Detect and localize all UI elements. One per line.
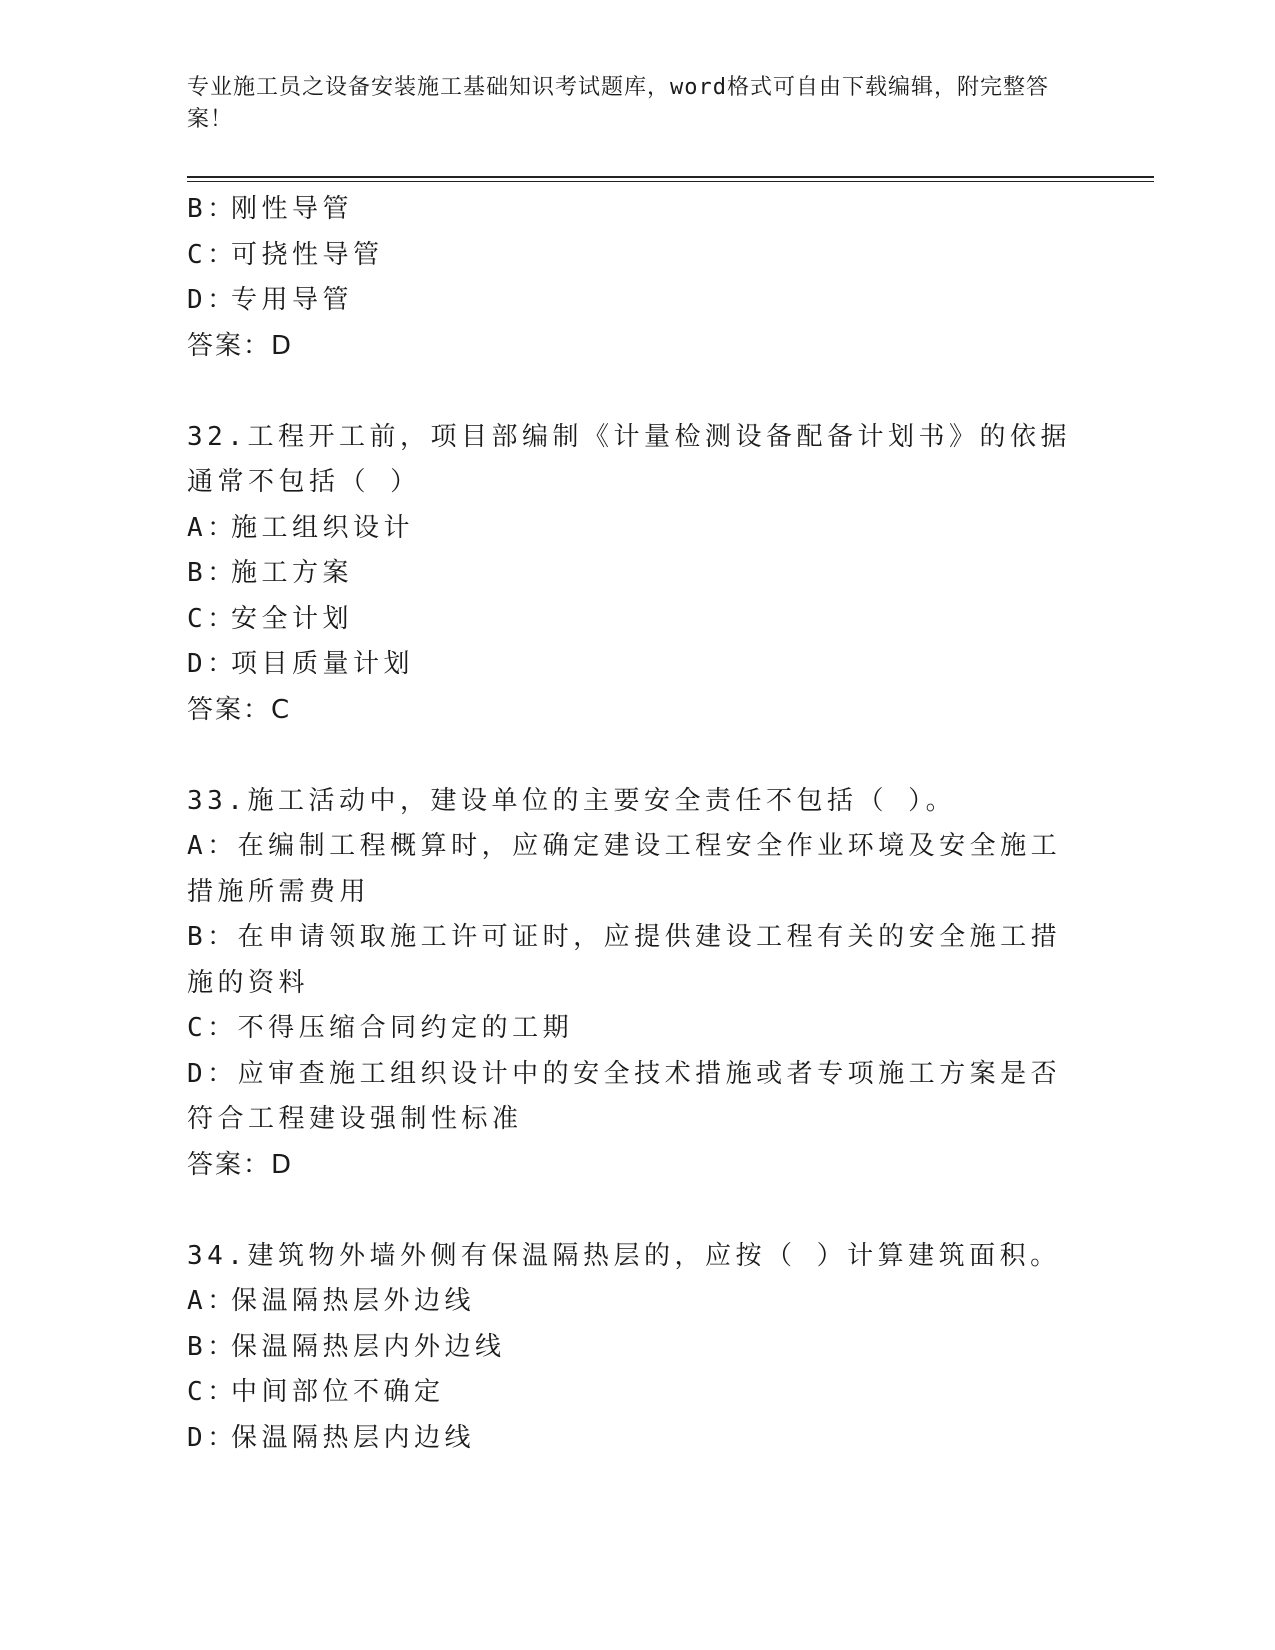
- option-label: C：: [187, 603, 238, 634]
- document-body: [187, 187, 1082, 1461]
- option-text: 安全计划: [231, 603, 354, 634]
- carryover-block: [187, 187, 1082, 369]
- option-label: D：: [187, 285, 238, 315]
- option-row: [187, 187, 1082, 233]
- option-text: 在申请领取施工许可证时，应提供建设工程有关的安全施工措施的资料: [187, 922, 1062, 998]
- option-row: [187, 597, 1082, 643]
- option-text: 保温隔热层内外边线: [231, 1331, 506, 1362]
- option-text: 不得压缩合同约定的工期: [237, 1013, 574, 1043]
- option-label: C：: [187, 1377, 238, 1407]
- option-label: B：: [187, 1331, 238, 1362]
- option-text: 保温隔热层内边线: [231, 1422, 476, 1453]
- option-row: [187, 1370, 1082, 1416]
- option-text: 保温隔热层外边线: [231, 1286, 476, 1316]
- option-row: [187, 1416, 1082, 1462]
- header-title: 专业施工员之设备安装施工基础知识考试题库，word格式可自由下载编辑，附完整答案！: [187, 75, 1049, 132]
- option-label: A：: [187, 512, 238, 543]
- option-text: 专用导管: [231, 285, 354, 315]
- option-row: [187, 506, 1082, 552]
- option-label: A：: [187, 1286, 238, 1316]
- answer-line: 答案：D: [187, 330, 294, 361]
- question-stem: 34.建筑物外墙外侧有保温隔热层的，应按（ ）计算建筑面积。: [187, 1240, 1061, 1271]
- option-row: [187, 233, 1082, 279]
- header-rule-thick: [187, 176, 1154, 178]
- question-32: [187, 415, 1082, 734]
- option-row: [187, 642, 1082, 688]
- option-row: [187, 1006, 1082, 1052]
- option-row: [187, 1052, 1082, 1143]
- option-label: C：: [187, 239, 238, 270]
- option-text: 在编制工程概算时，应确定建设工程安全作业环境及安全施工措施所需费用: [187, 831, 1062, 907]
- option-text: 项目质量计划: [231, 649, 415, 679]
- option-row: [187, 551, 1082, 597]
- option-label: B：: [187, 558, 238, 588]
- option-label: B：: [187, 922, 238, 952]
- option-label: A：: [187, 831, 238, 861]
- option-text: 施工方案: [231, 558, 354, 588]
- option-row: [187, 1325, 1082, 1371]
- option-label: B：: [187, 194, 238, 224]
- option-row: [187, 824, 1082, 915]
- question-stem: 33.施工活动中，建设单位的主要安全责任不包括（ ）。: [187, 785, 957, 816]
- option-label: C：: [187, 1013, 238, 1043]
- option-text: 施工组织设计: [231, 512, 415, 543]
- option-row: [187, 915, 1082, 1006]
- question-33: [187, 779, 1082, 1189]
- option-row: [187, 1279, 1082, 1325]
- answer-line: 答案：C: [187, 694, 292, 725]
- option-label: D：: [187, 649, 238, 679]
- header-rule-thin: [187, 181, 1154, 182]
- option-text: 中间部位不确定: [231, 1377, 445, 1407]
- option-text: 应审查施工组织设计中的安全技术措施或者专项施工方案是否符合工程建设强制性标准: [187, 1058, 1062, 1134]
- option-label: D：: [187, 1058, 238, 1089]
- option-text: 刚性导管: [231, 194, 354, 224]
- option-label: D：: [187, 1422, 238, 1453]
- answer-line: 答案：D: [187, 1149, 294, 1180]
- document-header: [187, 72, 1067, 136]
- question-stem: 32.工程开工前，项目部编制《计量检测设备配备计划书》的依据通常不包括（ ）: [187, 421, 1071, 497]
- option-text: 可挠性导管: [231, 239, 384, 270]
- option-row: [187, 278, 1082, 324]
- question-34: [187, 1234, 1082, 1462]
